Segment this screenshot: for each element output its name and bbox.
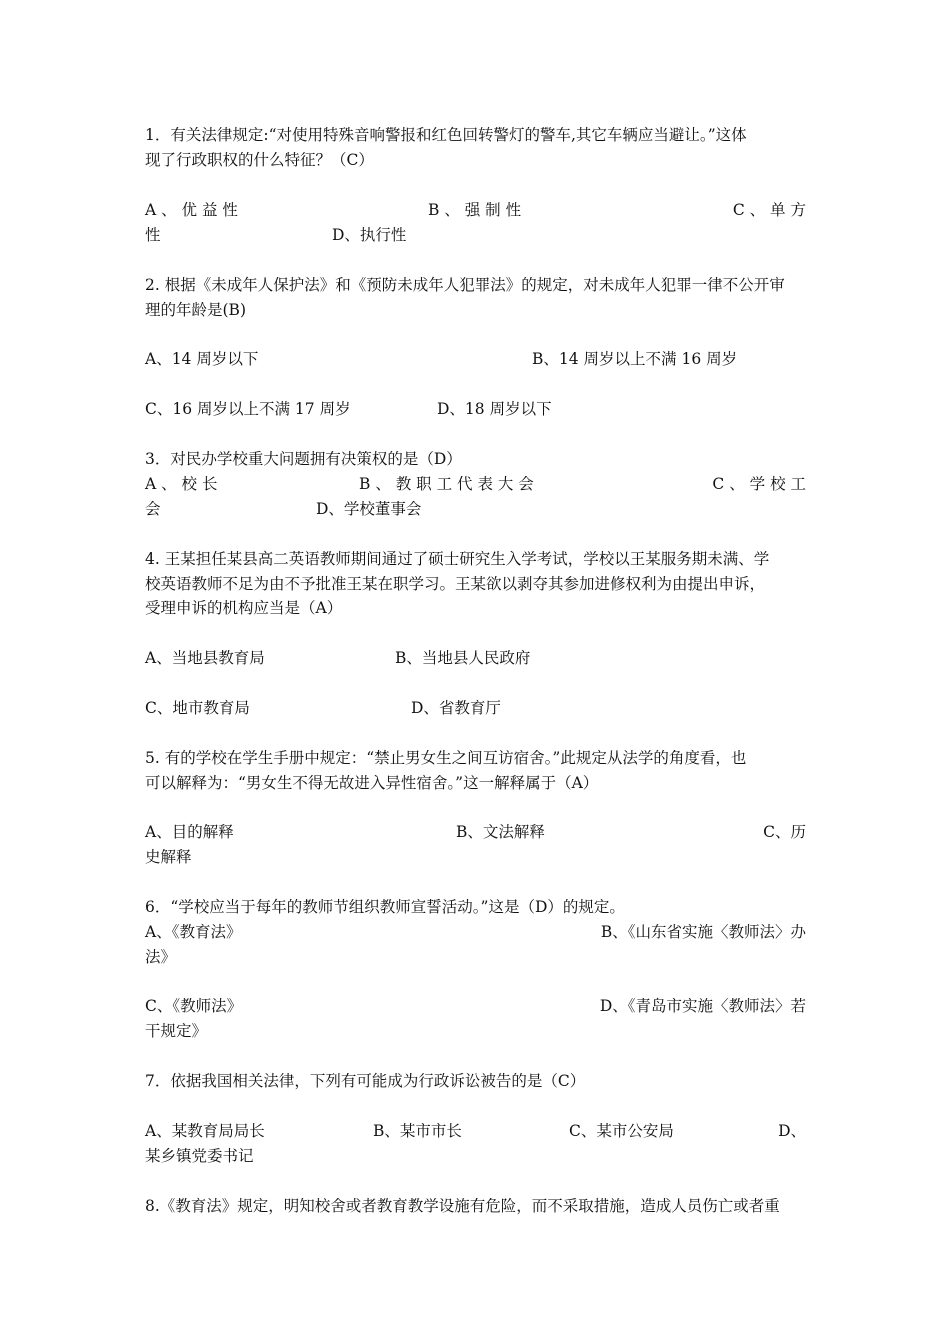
option-d-cont: 干规定》 <box>145 1022 208 1040</box>
option-a: A、当地县教育局 <box>145 649 265 667</box>
option-c: C、地市教育局 <box>145 699 250 717</box>
option-a: A、《教育法》 <box>145 923 242 941</box>
option-d: D、省教育厅 <box>411 699 501 717</box>
option-b: B、《山东省实施〈教师法〉办 <box>600 923 806 941</box>
question-4-text: 4. 王某担任某县高二英语教师期间通过了硕士研究生入学考试，学校以王某服务期未满、学 <box>145 550 770 568</box>
option-c: C 、 单 方 <box>732 201 806 219</box>
question-2-text-cont: 理的年龄是(B) <box>145 301 246 319</box>
option-a: A 、 校 长 <box>145 475 218 493</box>
question-4-text-cont-2: 受理申诉的机构应当是（A） <box>145 599 343 617</box>
question-2-text: 2. 根据《未成年人保护法》和《预防未成年人犯罪法》的规定，对未成年人犯罪一律不公开审 <box>145 276 785 294</box>
option-b-cont: 法》 <box>145 948 177 966</box>
option-d-cont: 某乡镇党委书记 <box>145 1147 254 1165</box>
option-a: A、某教育局局长 <box>145 1122 265 1140</box>
option-b: B、某市市长 <box>373 1122 462 1140</box>
question-1-text-cont: 现了行政职权的什么特征？（C） <box>145 151 374 169</box>
option-c: C、历 <box>763 823 806 841</box>
option-c: C 、 学 校 工 <box>712 475 806 493</box>
option-c: C、16 周岁以上不满 17 周岁 <box>145 400 351 418</box>
question-6-text: 6．“学校应当于每年的教师节组织教师宣誓活动。”这是（D）的规定。 <box>145 898 625 916</box>
option-a: A、14 周岁以下 <box>145 350 259 368</box>
option-b: B、文法解释 <box>456 823 545 841</box>
question-5-text-cont: 可以解释为：“男女生不得无故进入异性宿舍。”这一解释属于（A） <box>145 774 599 792</box>
question-8-text: 8.《教育法》规定，明知校舍或者教育教学设施有危险，而不采取措施，造成人员伤亡或者重 <box>145 1197 780 1215</box>
option-d: D、学校董事会 <box>316 500 422 518</box>
option-b: B、当地县人民政府 <box>395 649 531 667</box>
option-d: D、执行性 <box>332 226 407 244</box>
question-4-text-cont: 校英语教师不足为由不予批准王某在职学习。王某欲以剥夺其参加进修权利为由提出申诉， <box>145 575 766 593</box>
question-1-text: 1．有关法律规定:“对使用特殊音响警报和红色回转警灯的警车,其它车辆应当避让。”这体 <box>145 126 747 144</box>
question-3-text: 3．对民办学校重大问题拥有决策权的是（D） <box>145 450 462 468</box>
option-c: C、某市公安局 <box>569 1122 674 1140</box>
option-c-cont: 性 <box>145 226 161 244</box>
option-d: D、18 周岁以下 <box>437 400 552 418</box>
option-b: B、14 周岁以上不满 16 周岁 <box>532 350 738 368</box>
option-b: B 、 强 制 性 <box>428 201 522 219</box>
option-d: D、 <box>778 1122 806 1140</box>
option-d: D、《青岛市实施〈教师法〉若 <box>599 997 806 1015</box>
option-a: A、目的解释 <box>145 823 234 841</box>
question-7-text: 7．依据我国相关法律，下列有可能成为行政诉讼被告的是（C） <box>145 1072 586 1090</box>
option-a: A 、 优 益 性 <box>145 201 238 219</box>
option-b: B 、 教 职 工 代 表 大 会 <box>359 475 534 493</box>
option-c: C、《教师法》 <box>145 997 243 1015</box>
option-c-cont: 史解释 <box>145 848 192 866</box>
question-5-text: 5. 有的学校在学生手册中规定：“禁止男女生之间互访宿舍。”此规定从法学的角度看，也 <box>145 749 747 767</box>
option-c-cont: 会 <box>145 500 161 518</box>
